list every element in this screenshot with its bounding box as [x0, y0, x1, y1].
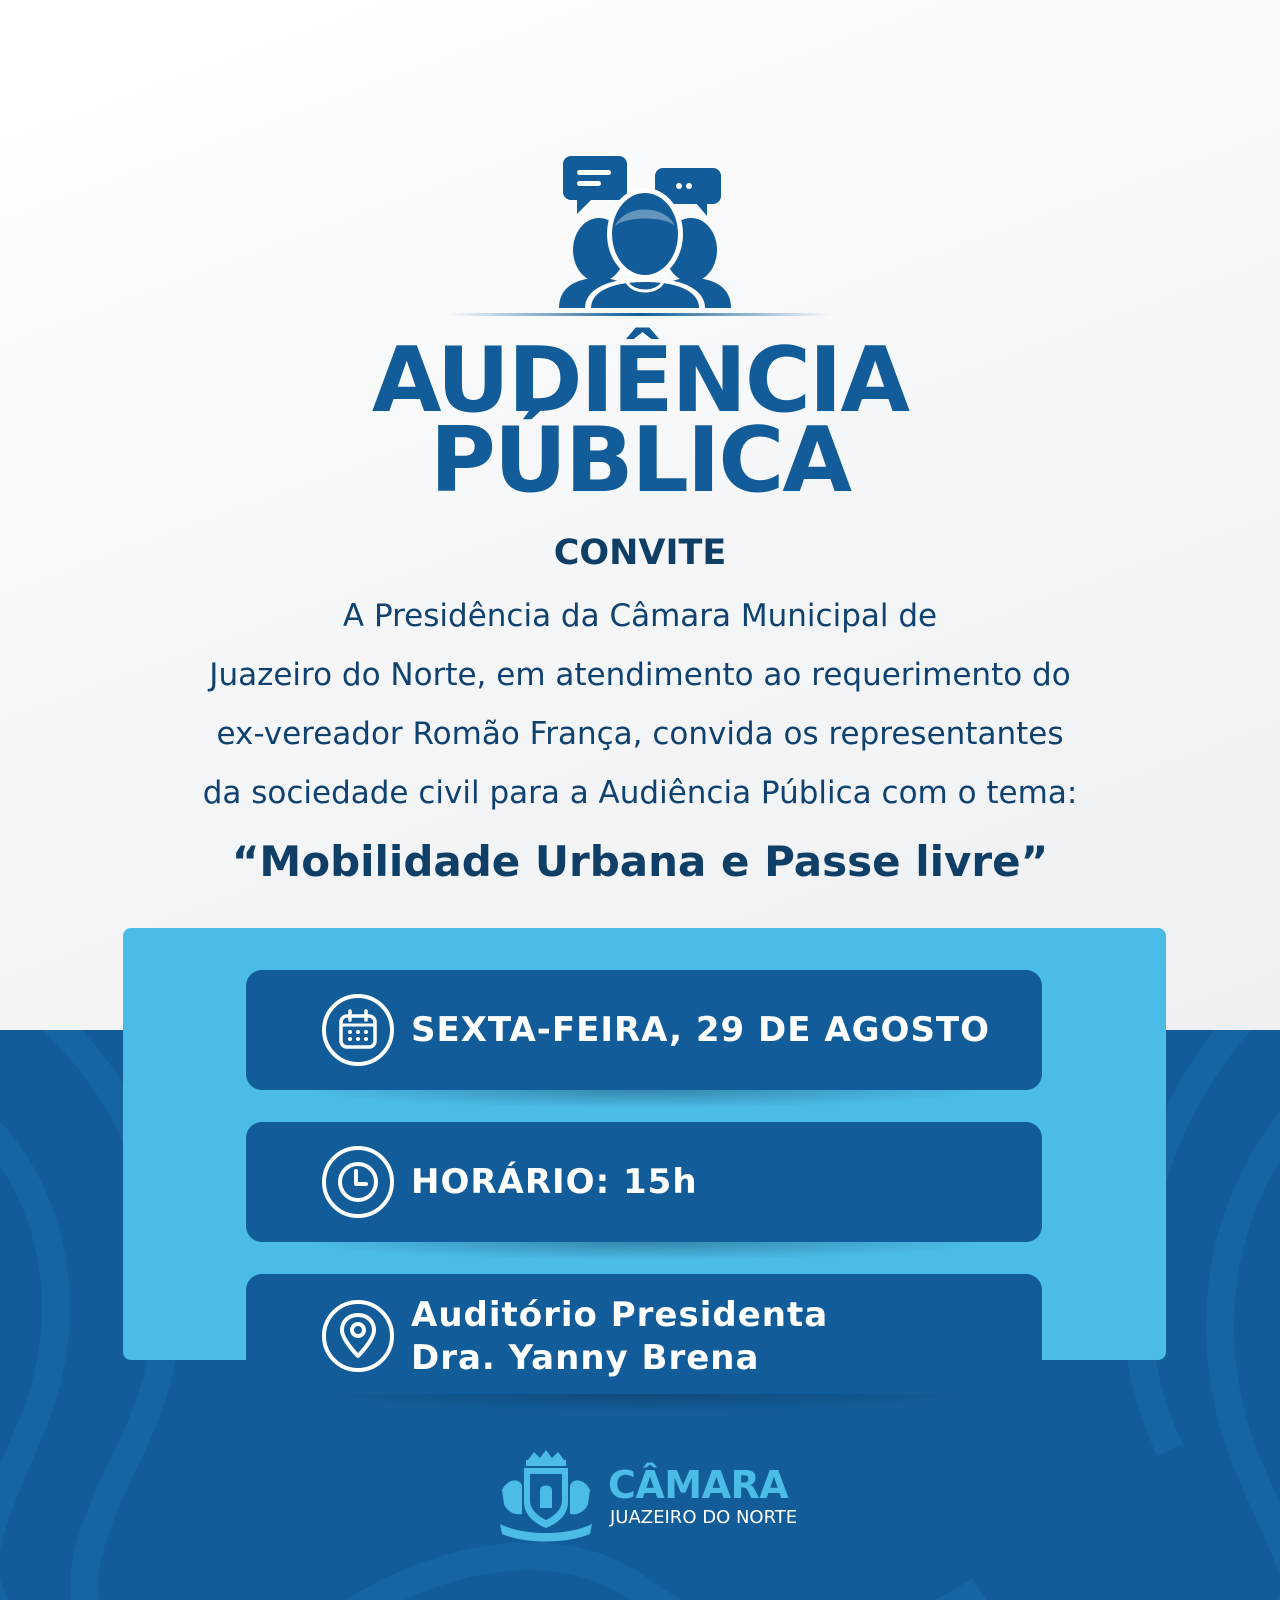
- people-chat-icon: [555, 150, 735, 310]
- body-line-1: A Presidência da Câmara Municipal de: [342, 598, 938, 634]
- calendar-icon: [322, 994, 394, 1066]
- location-line-1: Auditório Presidenta: [411, 1295, 829, 1335]
- body-line-4: da sociedade civil para a Audiência Pública com o tema:: [202, 775, 1078, 811]
- logo-name: CÂMARA: [608, 1463, 789, 1507]
- camara-logo: [490, 1450, 800, 1550]
- title-line-1: AUDIÊNCIA: [371, 328, 909, 433]
- logo-subtitle: JUAZEIRO DO NORTE: [610, 1507, 798, 1528]
- coat-of-arms-icon: [494, 1450, 598, 1546]
- time-text: HORÁRIO: 15h: [411, 1162, 698, 1202]
- body-line-3: ex-vereador Romão França, convida os representantes: [216, 716, 1064, 752]
- date-card: [246, 970, 1042, 1090]
- time-card: [246, 1122, 1042, 1242]
- title-divider: [450, 313, 830, 316]
- subtitle: CONVITE: [553, 533, 727, 573]
- body-line-2: Juazeiro do Norte, em atendimento ao requerimento do: [209, 657, 1071, 693]
- location-pin-icon: [322, 1300, 394, 1372]
- date-text: SEXTA-FEIRA, 29 DE AGOSTO: [411, 1010, 991, 1050]
- location-line-2: Dra. Yanny Brena: [411, 1338, 760, 1378]
- location-card: [246, 1274, 1042, 1394]
- event-theme: “Mobilidade Urbana e Passe livre”: [231, 837, 1049, 886]
- title-line-2: PÚBLICA: [429, 408, 851, 513]
- clock-icon: [322, 1146, 394, 1218]
